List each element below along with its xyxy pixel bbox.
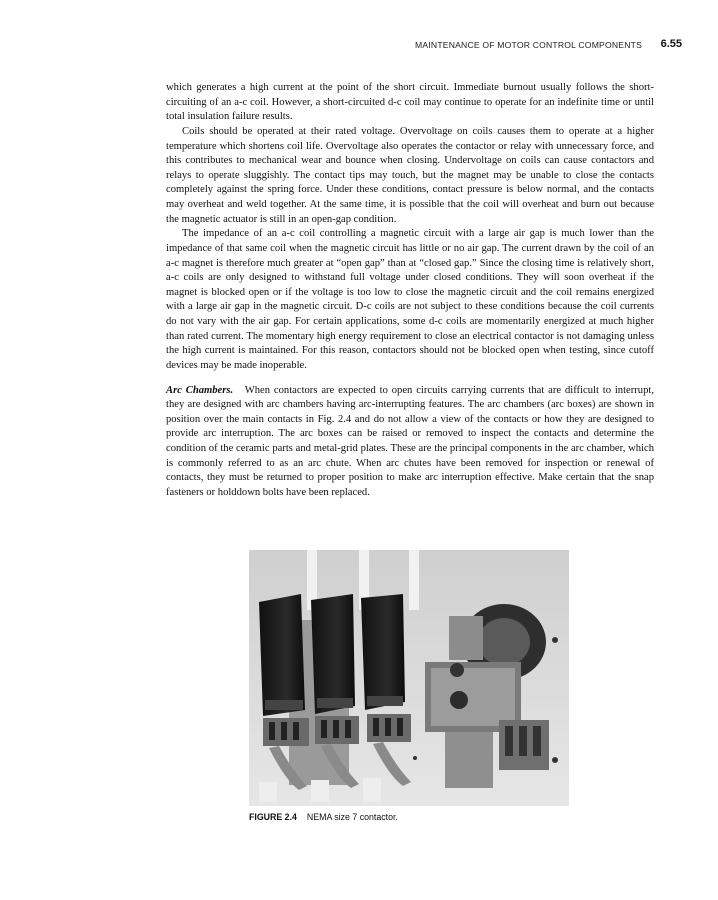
arc-chambers-text: When contactors are expected to open circuits carrying currents that are difficult to interrupt, they are designed with arc chambers having arc-interrupting features. The arc chambers (arc boxes) are shown in position over the main contacts in Fig. 2.4 and do not allow a view of the contacts or how they are designed to provide arc interruption. The arc boxes can be raised or removed to inspect the contacts and determine the condition of the ceramic parts and metal-grid plates. These are the principal components in the arc chamber, which is commonly referred to as an arc chute. When arc chutes have been removed for inspection or renewal of contacts, they must be returned to proper position to make arc interruption effective. Make certain that the snap fasteners or holddown bolts have been replaced. <box>166 384 654 498</box>
paragraph-coil-impedance: The impedance of an a-c coil controlling a magnetic circuit with a large air gap is much lower than the impedance of that same coil when the magnetic circuit has little or no air gap. The current drawn by the coil of an a-c magnet is therefore much greater at “open gap” than at “closed gap.” Since the closing time is relatively short, a-c coils are only designed to withstand full voltage under closed conditions. They will soon overheat if the magnet is blocked open or if the voltage is too low to close the magnetic circuit and the coil remains energized with a large air gap in the magnetic circuit. D-c coils are not subject to these conditions because the coil currents do not vary with the air gap. For certain applications, some d-c coils are momentarily energized at much higher than rated current. The momentary high energy requirement to close an electrical contactor is not damaging unless the high current is maintained. For this reason, contactors should not be blocked open when testing, since cutoff devices may be made inoperable. <box>166 228 654 371</box>
section-heading-arc-chambers: Arc Chambers. <box>166 384 234 396</box>
contactor-photo <box>249 550 569 806</box>
running-title: MAINTENANCE OF MOTOR CONTROL COMPONENTS <box>415 40 642 50</box>
figure-caption-text: NEMA size 7 contactor. <box>306 812 398 822</box>
figure-label: FIGURE 2.4 <box>249 812 297 822</box>
page-number: 6.55 <box>660 38 682 50</box>
paragraph-coil-voltage: Coils should be operated at their rated voltage. Overvoltage on coils causes them to operate at a higher temperature which shortens coil life. Overvoltage also operates the contactor or relay with unnecessary force, and this contributes to mechanical wear and bounce when closing. Undervoltage on coils can cause contactors and relays to operate sluggishly. The contact tips may touch, but the magnet may be unable to close the contacts completely against the spring force. Under these conditions, contact pressure is below normal, and the contacts may overheat and weld together. At the same time, it is possible that the coil will overheat and burn out because the magnetic actuator is still in an open-gap condition. <box>166 125 654 225</box>
running-header <box>0 38 718 56</box>
paragraph-arc-chambers <box>166 384 654 501</box>
figure-caption <box>249 812 398 822</box>
body-text <box>166 81 654 501</box>
paragraph-continued: which generates a high current at the point of the short circuit. Immediate burnout usually follows the short-circuiting of an a-c coil. However, a short-circuited d-c coil may continue to operate for an indefinite time or until total insulation failure results. <box>166 82 654 123</box>
